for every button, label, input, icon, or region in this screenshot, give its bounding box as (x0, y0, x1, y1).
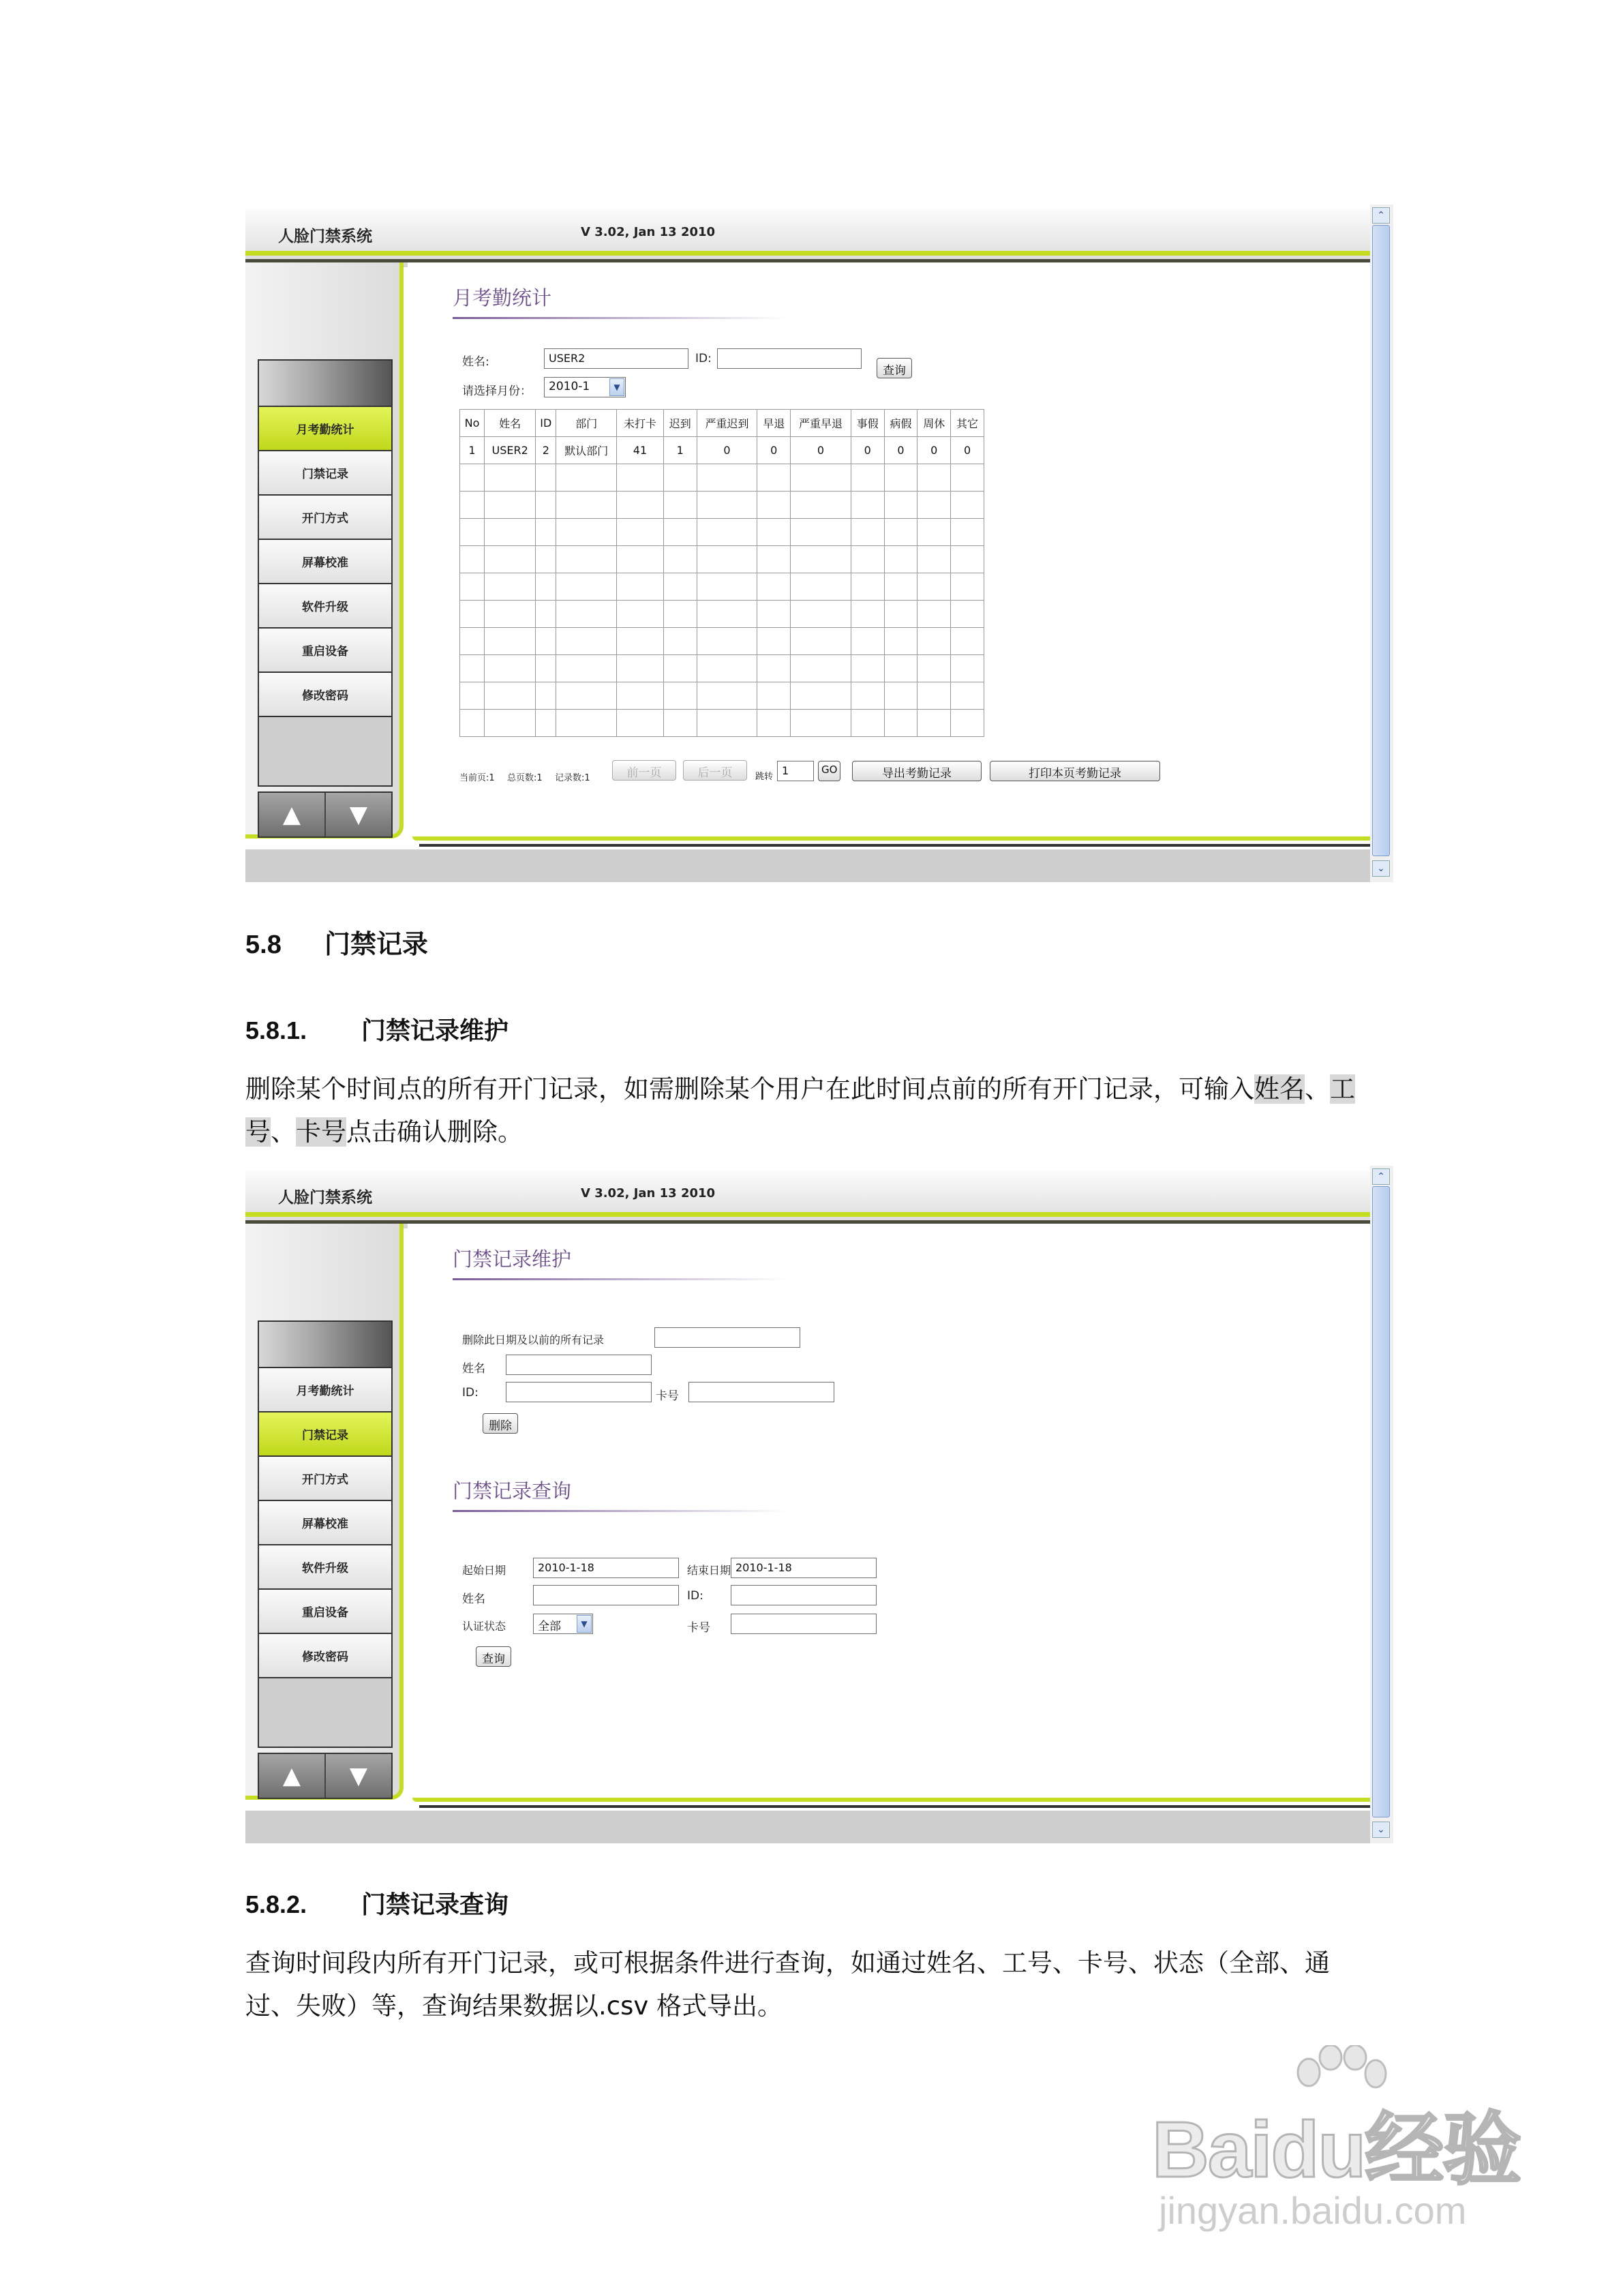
table-cell (460, 492, 485, 519)
table-cell (536, 655, 556, 682)
table-cell (917, 628, 951, 655)
table-cell (484, 601, 535, 628)
sidebar (245, 262, 404, 839)
footer-bar (245, 1811, 1370, 1843)
table-cell: 0 (791, 437, 851, 464)
table-cell (697, 628, 757, 655)
watermark-brand-du: du (1271, 2105, 1365, 2194)
menu-item-screen-calibration[interactable]: 屏幕校准 (259, 1500, 391, 1544)
scrollbar-down-icon[interactable]: ⌄ (1372, 860, 1390, 877)
scrollbar-thumb[interactable] (1372, 1186, 1390, 1817)
table-cell (617, 519, 664, 546)
menu-item-software-upgrade[interactable]: 软件升级 (259, 583, 391, 627)
chevron-down-icon: ▼ (577, 1615, 592, 1633)
table-cell (536, 492, 556, 519)
table-cell: 严重早退 (791, 410, 851, 437)
table-cell (663, 710, 697, 737)
delete-before-label: 删除此日期及以前的所有记录 (462, 1333, 605, 1346)
table-cell (757, 546, 791, 573)
card-label: 卡号 (656, 1389, 679, 1403)
menu-item-change-password[interactable]: 修改密码 (259, 1633, 391, 1677)
table-cell: USER2 (484, 437, 535, 464)
table-cell (951, 710, 984, 737)
section-heading-5-8 (245, 923, 428, 961)
sidebar-menu (258, 359, 393, 787)
table-cell (951, 655, 984, 682)
table-cell (757, 492, 791, 519)
menu-empty-area (259, 1677, 391, 1747)
print-attendance-button[interactable]: 打印本页考勤记录 (990, 761, 1160, 781)
table-cell: 迟到 (663, 410, 697, 437)
table-cell (663, 546, 697, 573)
table-cell (663, 655, 697, 682)
name-input[interactable]: USER2 (544, 348, 688, 369)
scroll-down-arrow-icon[interactable]: ▼ (324, 793, 391, 836)
table-cell (460, 601, 485, 628)
table-cell (460, 682, 485, 710)
table-cell (484, 573, 535, 601)
next-page-button[interactable]: 后一页 (683, 760, 747, 781)
table-cell (951, 601, 984, 628)
table-cell (484, 464, 535, 492)
table-cell (917, 655, 951, 682)
table-cell (663, 682, 697, 710)
table-cell: 2 (536, 437, 556, 464)
start-date-label: 起始日期 (462, 1564, 506, 1577)
menu-item-monthly-attendance[interactable]: 月考勤统计 (259, 1367, 391, 1411)
table-cell (484, 682, 535, 710)
delete-button[interactable]: 删除 (483, 1413, 518, 1434)
table-cell (484, 546, 535, 573)
menu-item-restart-device[interactable]: 重启设备 (259, 627, 391, 671)
goto-page-input[interactable]: 1 (777, 761, 814, 781)
menu-scroll-buttons (258, 1753, 393, 1799)
record-count-text: 记录数:1 (555, 773, 590, 783)
start-date-input[interactable]: 2010-1-18 (533, 1558, 679, 1578)
table-cell (663, 464, 697, 492)
table-row (460, 464, 984, 492)
header-accent-line (245, 251, 1370, 256)
table-cell (536, 710, 556, 737)
delete-id-input[interactable] (506, 1382, 652, 1402)
table-cell (663, 573, 697, 601)
table-cell (791, 464, 851, 492)
table-cell (791, 655, 851, 682)
eye-banner-image (259, 361, 391, 406)
paragraph-5-8-1 (245, 1068, 1377, 1153)
table-cell (884, 655, 917, 682)
highlight-work-number: 工号 (245, 1074, 1355, 1147)
menu-item-software-upgrade[interactable]: 软件升级 (259, 1544, 391, 1588)
table-cell (851, 682, 884, 710)
sidebar-menu (258, 1320, 393, 1748)
table-cell (791, 682, 851, 710)
table-cell (917, 710, 951, 737)
watermark-brand-bai: Bai (1152, 2105, 1271, 2194)
scroll-up-arrow-icon[interactable]: ▲ (282, 1762, 301, 1789)
title-underline (453, 1510, 787, 1512)
table-cell (757, 628, 791, 655)
footer-accent-line (412, 836, 1370, 841)
end-date-label: 结束日期 (687, 1564, 731, 1577)
query-id-input[interactable] (731, 1585, 877, 1605)
table-cell (951, 628, 984, 655)
table-cell (556, 546, 617, 573)
vertical-scrollbar[interactable] (1370, 1166, 1393, 1843)
separator: 、 (271, 1117, 296, 1147)
table-cell (697, 682, 757, 710)
table-cell (556, 492, 617, 519)
table-cell (617, 710, 664, 737)
menu-item-screen-calibration[interactable]: 屏幕校准 (259, 539, 391, 583)
section-number: 5.8.2. (245, 1890, 307, 1918)
go-button[interactable]: GO (818, 761, 840, 781)
table-cell (460, 464, 485, 492)
vertical-scrollbar[interactable] (1370, 205, 1393, 882)
table-cell (884, 519, 917, 546)
section-number: 5.8.1. (245, 1016, 307, 1044)
paragraph-5-8-2: 查询时间段内所有开门记录，或可根据条件进行查询，如通过姓名、工号、卡号、状态（全部、通过、失败）等，查询结果数据以.csv 格式导出。 (245, 1948, 1330, 2021)
table-cell (460, 519, 485, 546)
table-cell (536, 519, 556, 546)
app-version: V 3.02, Jan 13 2010 (581, 225, 716, 239)
menu-item-access-records[interactable]: 门禁记录 (259, 1411, 391, 1455)
table-cell (757, 710, 791, 737)
query-name-label: 姓名 (462, 1592, 485, 1606)
scrollbar-up-icon[interactable]: ⌃ (1372, 1168, 1390, 1185)
month-label: 请选择月份： (462, 384, 532, 398)
table-cell: 0 (851, 437, 884, 464)
table-cell (697, 601, 757, 628)
table-cell (884, 546, 917, 573)
watermark-brand-cn: 经验 (1365, 2105, 1521, 2194)
table-cell (851, 601, 884, 628)
table-cell (884, 492, 917, 519)
table-cell (851, 655, 884, 682)
table-cell (617, 601, 664, 628)
query-card-input[interactable] (731, 1614, 877, 1634)
table-cell (556, 710, 617, 737)
page-title: 月考勤统计 (453, 286, 552, 309)
query-id-label: ID: (687, 1589, 703, 1603)
table-cell (917, 492, 951, 519)
table-cell (884, 573, 917, 601)
main-content (408, 1224, 1370, 1800)
table-cell: 周休 (917, 410, 951, 437)
table-cell (663, 628, 697, 655)
table-cell: 默认部门 (556, 437, 617, 464)
section-number: 5.8 (245, 931, 282, 959)
table-row (460, 573, 984, 601)
table-cell (617, 628, 664, 655)
menu-item-restart-device[interactable]: 重启设备 (259, 1588, 391, 1633)
table-cell: 严重迟到 (697, 410, 757, 437)
table-row (460, 492, 984, 519)
query-card-label: 卡号 (687, 1621, 710, 1635)
table-cell: No (460, 410, 485, 437)
table-cell (617, 464, 664, 492)
paragraph-text: 删除某个时间点的所有开门记录，如需删除某个用户在此时间点前的所有开门记录，可输入 (245, 1074, 1254, 1104)
table-cell: 0 (757, 437, 791, 464)
delete-card-input[interactable] (688, 1382, 834, 1402)
current-page-text: 当前页:1 (459, 773, 495, 783)
table-row (460, 682, 984, 710)
table-cell: 未打卡 (617, 410, 664, 437)
delete-name-input[interactable] (506, 1355, 652, 1375)
watermark-brand (1152, 2086, 1520, 2200)
menu-scroll-buttons (258, 791, 393, 838)
table-cell (951, 519, 984, 546)
table-cell (917, 546, 951, 573)
table-cell (917, 682, 951, 710)
screenshot-access-records (245, 1166, 1393, 1843)
table-cell (917, 573, 951, 601)
table-cell (484, 655, 535, 682)
table-cell (851, 628, 884, 655)
table-cell (791, 546, 851, 573)
table-cell: 姓名 (484, 410, 535, 437)
table-cell (951, 464, 984, 492)
footer-accent-line (412, 1798, 1370, 1802)
footer-divider (419, 1805, 1370, 1808)
baidu-jingyan-watermark (1152, 2045, 1534, 2250)
table-row (460, 710, 984, 737)
table-cell: 早退 (757, 410, 791, 437)
table-cell (484, 710, 535, 737)
table-row (460, 655, 984, 682)
status-select-value: 全部 (538, 1620, 561, 1633)
goto-label: 跳转 (755, 772, 774, 782)
section-heading-5-8-2 (245, 1886, 509, 1920)
table-cell (951, 573, 984, 601)
table-cell (791, 519, 851, 546)
section-heading-5-8-1 (245, 1012, 509, 1046)
sidebar (245, 1224, 404, 1800)
id-input[interactable] (717, 348, 862, 369)
table-cell (951, 682, 984, 710)
scroll-down-arrow-icon[interactable]: ▼ (324, 1754, 391, 1798)
table-cell (884, 601, 917, 628)
query-button[interactable]: 查询 (877, 358, 912, 378)
query-name-input[interactable] (533, 1585, 679, 1605)
main-content (408, 262, 1370, 839)
footer-bar (245, 849, 1370, 882)
section-title: 门禁记录查询 (361, 1891, 509, 1919)
table-cell (556, 464, 617, 492)
separator: 、 (1305, 1074, 1330, 1104)
table-cell: 0 (951, 437, 984, 464)
table-row (460, 519, 984, 546)
table-cell (851, 519, 884, 546)
table-cell (536, 601, 556, 628)
screenshot-monthly-attendance (245, 205, 1393, 882)
section-title: 门禁记录维护 (361, 1017, 509, 1045)
status-select[interactable] (533, 1614, 593, 1634)
table-cell (917, 519, 951, 546)
table-row (460, 437, 984, 464)
table-cell: 0 (697, 437, 757, 464)
table-cell (484, 519, 535, 546)
table-cell (617, 546, 664, 573)
table-cell (851, 573, 884, 601)
table-cell (556, 601, 617, 628)
query-button[interactable]: 查询 (476, 1646, 511, 1667)
table-cell (556, 573, 617, 601)
table-cell (663, 492, 697, 519)
table-cell (617, 682, 664, 710)
end-date-input[interactable]: 2010-1-18 (731, 1558, 877, 1578)
name-label: 姓名 (462, 1362, 485, 1376)
app-title: 人脸门禁系统 (278, 228, 372, 245)
app-title: 人脸门禁系统 (278, 1189, 372, 1207)
table-cell (884, 710, 917, 737)
table-cell (791, 601, 851, 628)
scrollbar-down-icon[interactable]: ⌄ (1372, 1822, 1390, 1838)
table-cell: 41 (617, 437, 664, 464)
table-cell (851, 710, 884, 737)
table-cell (851, 546, 884, 573)
title-underline (453, 317, 787, 319)
table-cell (791, 710, 851, 737)
status-label: 认证状态 (462, 1620, 506, 1633)
table-row (460, 601, 984, 628)
table-cell: 0 (884, 437, 917, 464)
table-cell (791, 628, 851, 655)
table-cell: 病假 (884, 410, 917, 437)
scrollbar-up-icon[interactable]: ⌃ (1372, 207, 1390, 224)
table-cell (697, 546, 757, 573)
table-cell (757, 464, 791, 492)
query-title: 门禁记录查询 (453, 1479, 572, 1502)
menu-item-monthly-attendance[interactable]: 月考勤统计 (259, 406, 391, 450)
table-cell (460, 573, 485, 601)
table-cell (484, 628, 535, 655)
footer-divider (419, 844, 1370, 847)
highlight-name: 姓名 (1254, 1074, 1305, 1104)
table-cell (917, 601, 951, 628)
prev-page-button[interactable]: 前一页 (612, 760, 676, 781)
table-cell (757, 601, 791, 628)
table-cell (697, 492, 757, 519)
table-cell (697, 464, 757, 492)
table-cell (697, 573, 757, 601)
table-cell (556, 682, 617, 710)
table-cell (951, 492, 984, 519)
month-select[interactable] (544, 377, 626, 397)
menu-empty-area (259, 716, 391, 785)
menu-item-open-mode[interactable]: 开门方式 (259, 1455, 391, 1500)
menu-item-access-records[interactable]: 门禁记录 (259, 450, 391, 494)
table-cell (757, 519, 791, 546)
table-cell (617, 655, 664, 682)
section-title: 门禁记录 (324, 929, 429, 959)
table-cell (697, 655, 757, 682)
table-cell (617, 573, 664, 601)
table-cell: 部门 (556, 410, 617, 437)
table-cell: 0 (917, 437, 951, 464)
table-cell: 1 (460, 437, 485, 464)
table-cell (617, 492, 664, 519)
table-cell (884, 464, 917, 492)
watermark-site: jingyan.baidu.com (1159, 2189, 1467, 2232)
table-cell: 其它 (951, 410, 984, 437)
scrollbar-thumb[interactable] (1372, 225, 1390, 856)
table-cell (556, 628, 617, 655)
paragraph-text-end: 点击确认删除。 (346, 1117, 523, 1147)
table-cell: ID (536, 410, 556, 437)
table-cell (791, 492, 851, 519)
table-cell (791, 573, 851, 601)
delete-before-date-input[interactable] (654, 1327, 800, 1348)
table-row (460, 628, 984, 655)
total-pages-text: 总页数:1 (507, 773, 543, 783)
menu-item-change-password[interactable]: 修改密码 (259, 671, 391, 716)
table-cell (951, 546, 984, 573)
table-cell (851, 492, 884, 519)
table-cell (460, 628, 485, 655)
highlight-card-number: 卡号 (296, 1117, 346, 1147)
table-cell (536, 628, 556, 655)
attendance-table (459, 409, 984, 737)
month-select-value: 2010-1 (549, 380, 590, 393)
table-cell (460, 710, 485, 737)
table-cell (757, 682, 791, 710)
table-cell: 1 (663, 437, 697, 464)
table-cell (460, 546, 485, 573)
header-accent-line (245, 1212, 1370, 1217)
table-cell (484, 492, 535, 519)
name-label: 姓名: (462, 355, 489, 369)
table-row (460, 546, 984, 573)
title-underline (453, 1278, 787, 1280)
table-cell (884, 628, 917, 655)
table-cell (884, 682, 917, 710)
table-cell (536, 464, 556, 492)
chevron-down-icon: ▼ (609, 378, 624, 396)
scroll-up-arrow-icon[interactable]: ▲ (282, 801, 301, 828)
table-cell (757, 655, 791, 682)
table-cell (697, 519, 757, 546)
export-attendance-button[interactable]: 导出考勤记录 (852, 761, 982, 781)
table-cell (536, 546, 556, 573)
table-cell (460, 655, 485, 682)
table-cell (851, 464, 884, 492)
table-cell (757, 573, 791, 601)
maintenance-title: 门禁记录维护 (453, 1248, 572, 1271)
id-label: ID: (462, 1386, 479, 1400)
id-label: ID: (695, 352, 712, 365)
table-cell (663, 519, 697, 546)
app-version: V 3.02, Jan 13 2010 (581, 1186, 716, 1200)
table-cell (536, 573, 556, 601)
menu-item-open-mode[interactable]: 开门方式 (259, 494, 391, 539)
table-cell (697, 710, 757, 737)
table-cell (917, 464, 951, 492)
table-cell (556, 655, 617, 682)
table-cell: 事假 (851, 410, 884, 437)
table-header-row (460, 410, 984, 437)
table-cell (536, 682, 556, 710)
table-cell (663, 601, 697, 628)
table-cell (556, 519, 617, 546)
eye-banner-image (259, 1322, 391, 1367)
